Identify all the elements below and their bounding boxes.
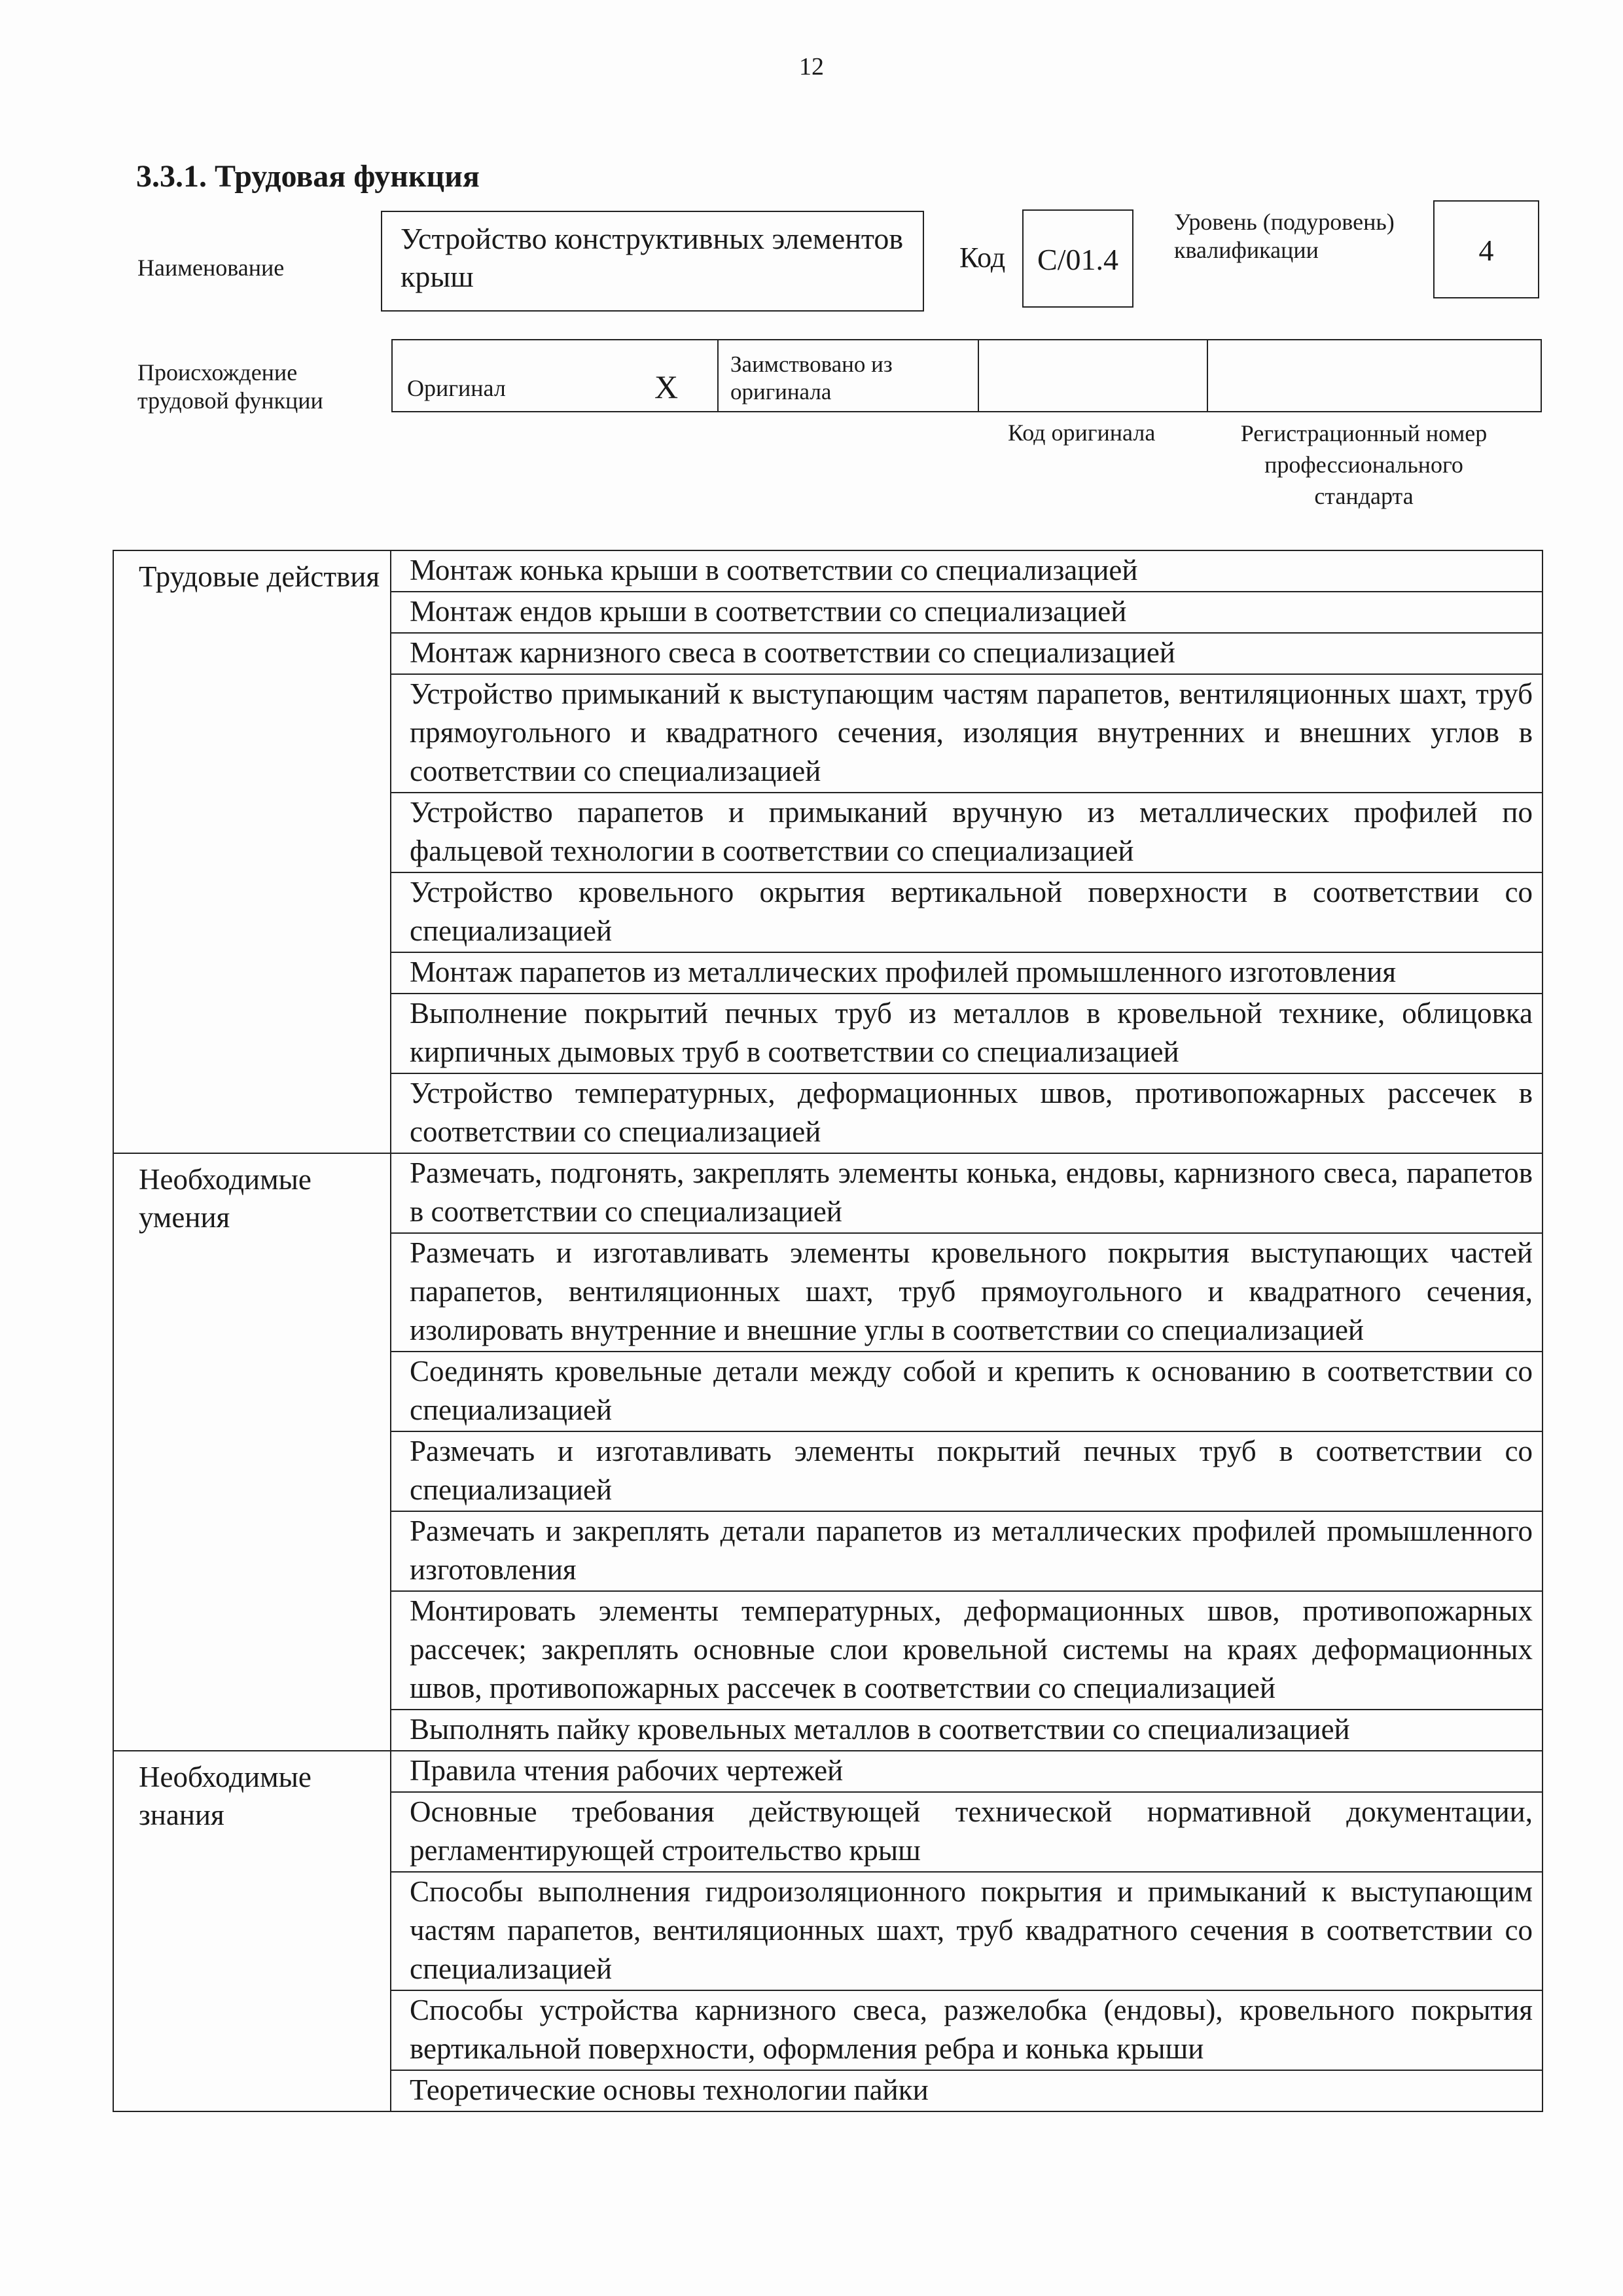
labor-action-item: Устройство парапетов и примыканий вручную из металлических профилей по фальцевой технологии в соответствии со специализацией <box>391 793 1543 872</box>
knowledge-item: Способы выполнения гидроизоляционного покрытия и примыканий к выступающим частям парапетов, вентиляционных шахт, труб квадратного сечения в соответствии со специализацией <box>391 1872 1543 1990</box>
labor-action-item: Выполнение покрытий печных труб из металлов в кровельной технике, облицовка кирпичных дымовых труб в соответствии со специализацией <box>391 994 1543 1073</box>
skill-item: Размечать и закреплять детали парапетов из металлических профилей промышленного изготовления <box>391 1511 1543 1591</box>
knowledge-item: Основные требования действующей технической нормативной документации, регламентирующей строительство крыш <box>391 1792 1543 1872</box>
origin-registration-cell <box>1207 339 1542 412</box>
original-mark: X <box>654 368 679 405</box>
skill-item: Монтировать элементы температурных, деформационных швов, противопожарных рассечек; закреплять основные слои кровельной системы на краях деформационных швов, противопожарных рассечек в соответствии со специализацией <box>391 1591 1543 1710</box>
name-label: Наименование <box>137 255 285 281</box>
labor-action-item: Устройство кровельного окрытия вертикальной поверхности в соответствии со специализацией <box>391 872 1543 952</box>
registration-caption: Регистрационный номер профессионального стандарта <box>1240 420 1488 510</box>
labor-function-table <box>113 550 1543 2112</box>
skill-item: Размечать и изготавливать элементы кровельного покрытия выступающих частей парапетов, вентиляционных шахт, труб прямоугольного и квадратного сечения, изолировать внутренние и внешние углы в соответствии со специализацией <box>391 1233 1543 1352</box>
labor-action-item: Монтаж парапетов из металлических профилей промышленного изготовления <box>391 952 1543 994</box>
knowledge-item: Способы устройства карнизного свеса, разжелобка (ендовы), кровельного покрытия вертикальной поверхности, оформления ребра и конька крыши <box>391 1990 1543 2070</box>
skill-item: Размечать и изготавливать элементы покрытий печных труб в соответствии со специализацией <box>391 1431 1543 1511</box>
origin-original-cell <box>391 339 719 412</box>
origin-borrowed-cell: Заимствовано из оригинала <box>717 339 979 412</box>
knowledge-item: Правила чтения рабочих чертежей <box>391 1751 1543 1792</box>
labor-action-item: Устройство температурных, деформационных швов, противопожарных рассечек в соответствии со специализацией <box>391 1073 1543 1153</box>
page-number: 12 <box>799 53 824 81</box>
function-code-box: C/01.4 <box>1022 209 1133 308</box>
labor-action-item: Монтаж карнизного свеса в соответствии со специализацией <box>391 633 1543 674</box>
code-label: Код <box>959 242 1006 274</box>
original-code-caption: Код оригинала <box>1008 420 1156 446</box>
original-label: Оригинал <box>407 375 506 401</box>
qualification-level-label: Уровень (подуровень) квалификации <box>1174 209 1395 264</box>
labor-action-item: Монтаж ендов крыши в соответствии со специализацией <box>391 592 1543 633</box>
skill-item: Размечать, подгонять, закреплять элементы конька, ендовы, карнизного свеса, парапетов в соответствии со специализацией <box>391 1153 1543 1233</box>
table-row <box>113 1751 1543 1792</box>
function-name-box: Устройство конструктивных элементов крыш <box>381 211 924 312</box>
group-title-actions: Трудовые действия <box>113 550 391 1153</box>
group-title-knowledge: Необходимые знания <box>113 1751 391 2111</box>
origin-code-cell <box>978 339 1208 412</box>
knowledge-item: Теоретические основы технологии пайки <box>391 2070 1543 2111</box>
origin-table <box>391 339 1542 412</box>
labor-action-item: Устройство примыканий к выступающим частям парапетов, вентиляционных шахт, труб прямоугольного и квадратного сечения, изоляция внутренних и внешних углов в соответствии со специализацией <box>391 674 1543 793</box>
table-row <box>113 550 1543 592</box>
origin-label: Происхождение трудовой функции <box>137 359 323 414</box>
section-title: 3.3.1. Трудовая функция <box>136 159 480 194</box>
skill-item: Соединять кровельные детали между собой и крепить к основанию в соответствии со специализацией <box>391 1352 1543 1431</box>
labor-action-item: Монтаж конька крыши в соответствии со специализацией <box>391 550 1543 592</box>
group-title-skills: Необходимые умения <box>113 1153 391 1751</box>
skill-item: Выполнять пайку кровельных металлов в соответствии со специализацией <box>391 1710 1543 1751</box>
qualification-level-box: 4 <box>1433 200 1539 298</box>
table-row <box>113 1153 1543 1233</box>
